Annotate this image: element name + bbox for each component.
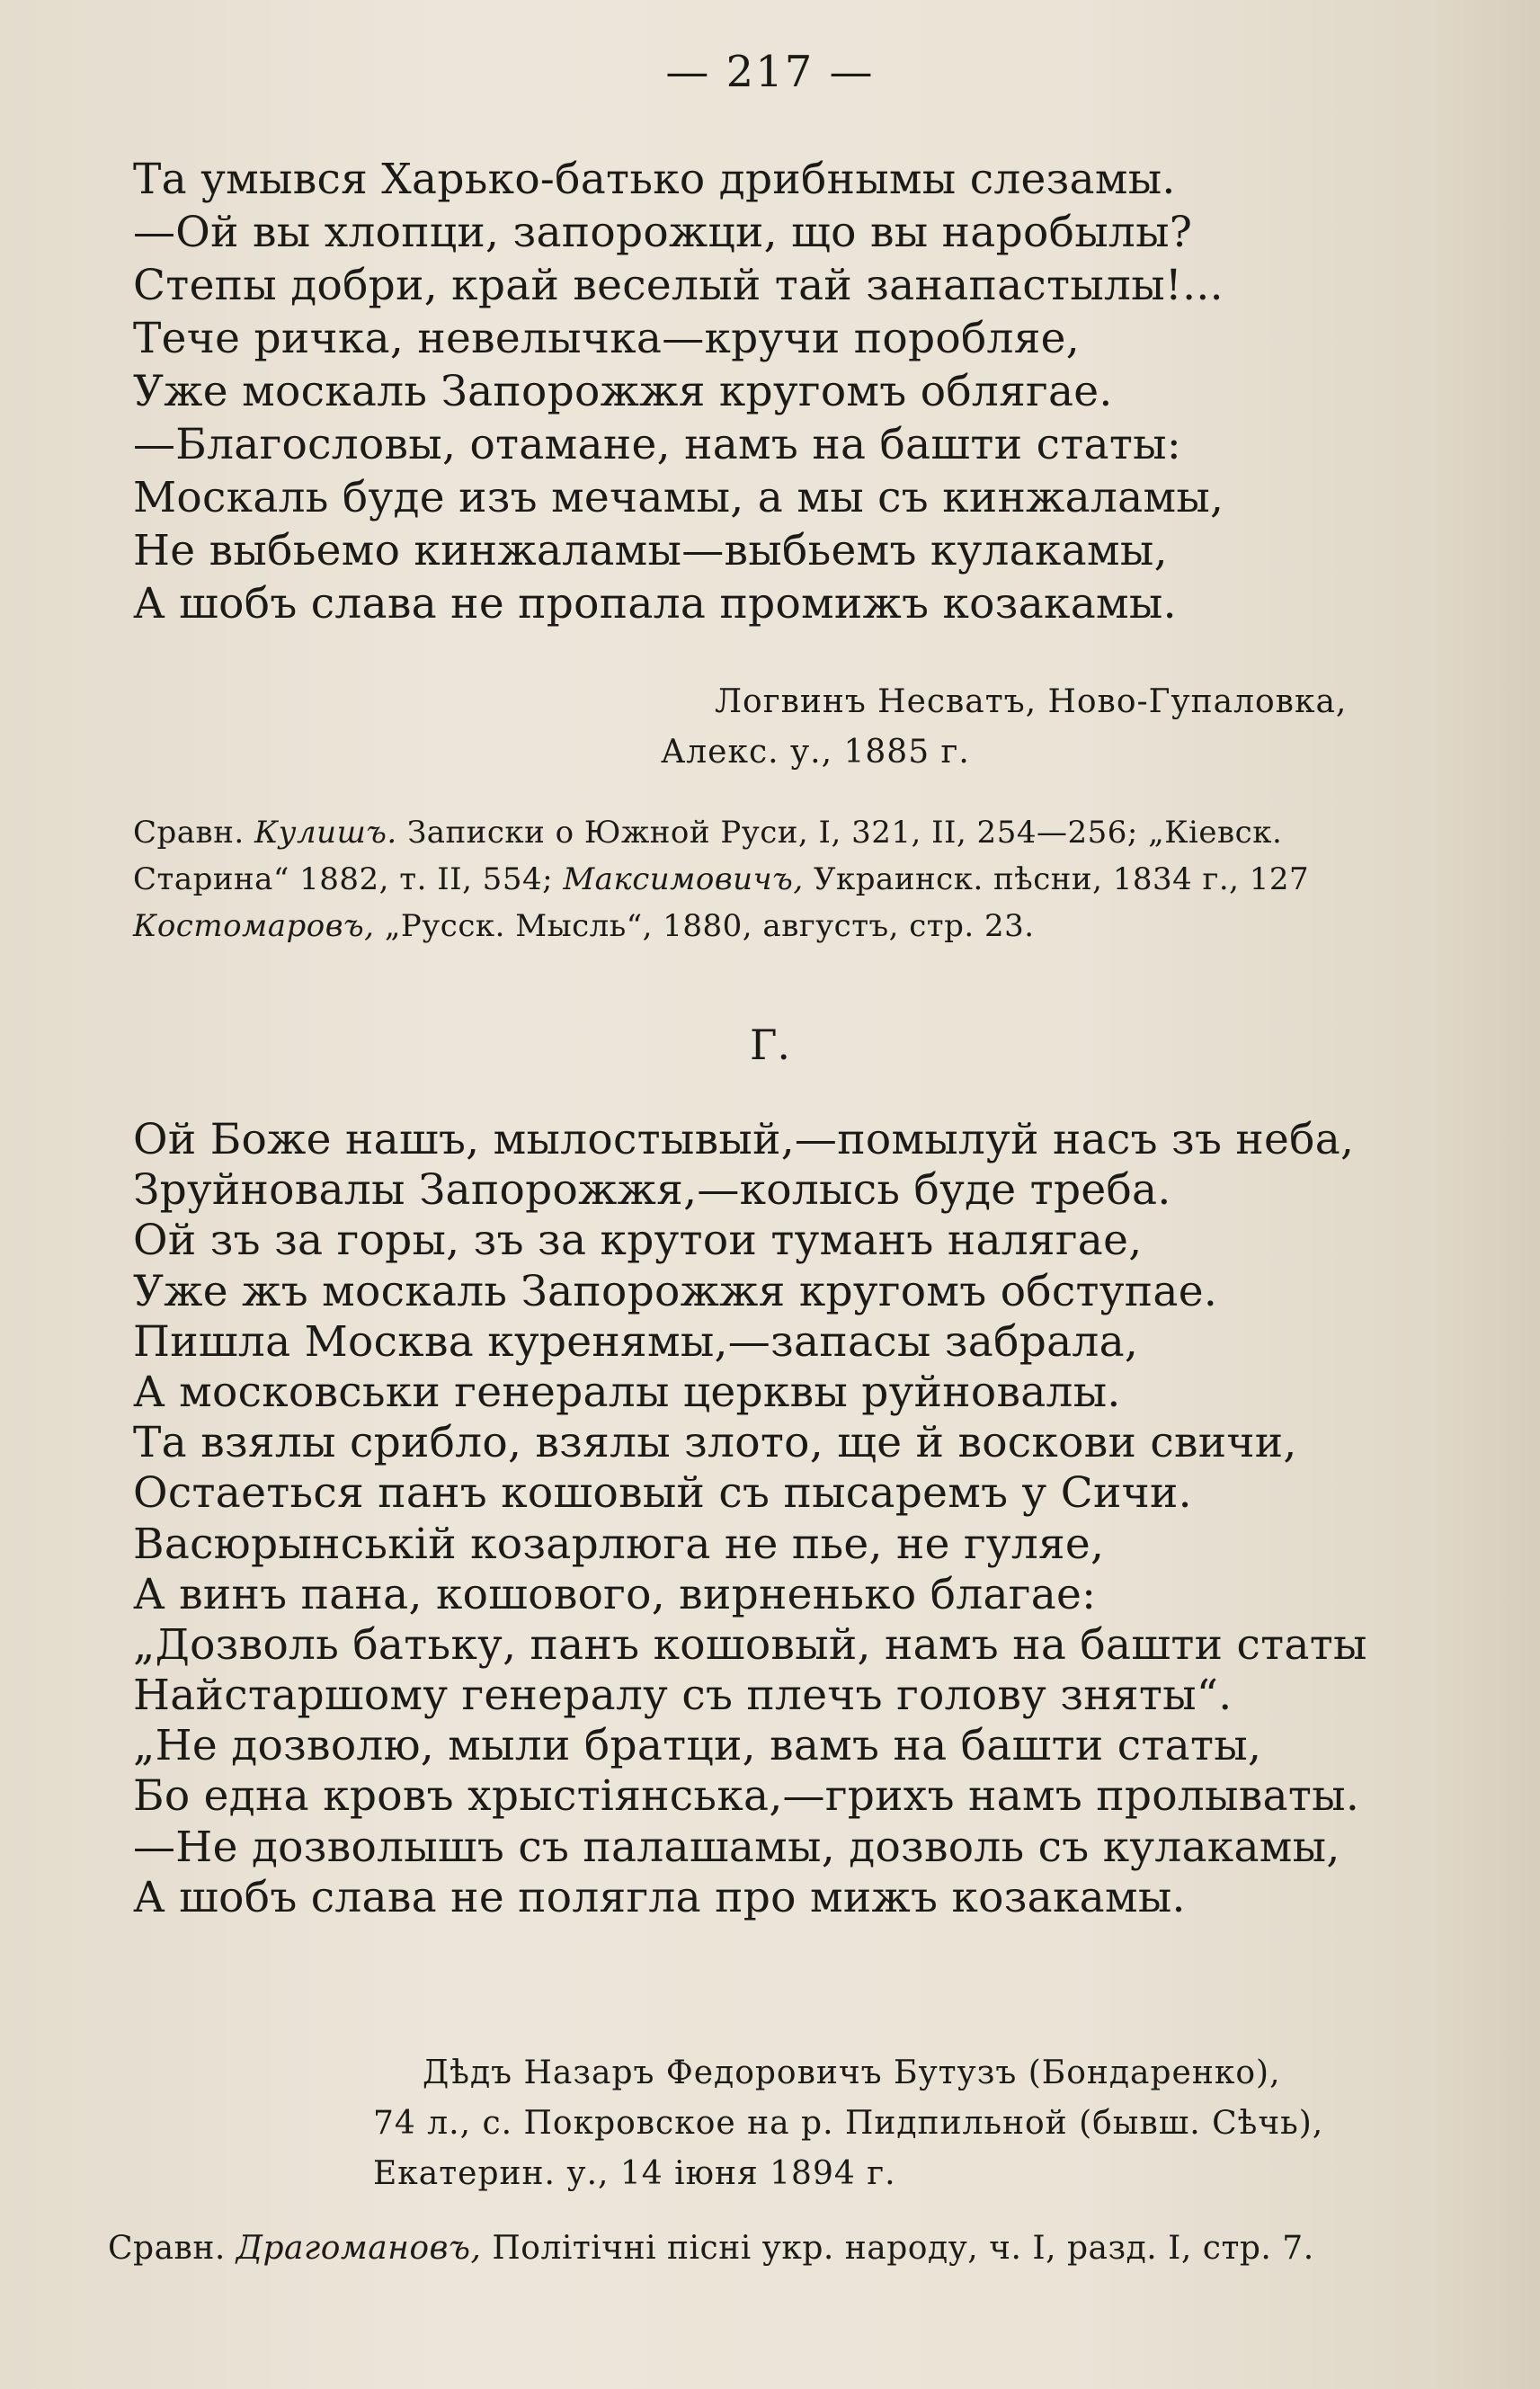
comparison-text: Украинск. пѣсни, 1834 г., 127 bbox=[813, 861, 1310, 897]
poem-line: Не выбьемо кинжаламы—выбьемъ кулакамы, bbox=[133, 526, 1168, 575]
comparison-text: „Русск. Мысль“, 1880, августъ, стр. 23. bbox=[384, 908, 1035, 944]
attribution-1-place: Алекс. у., 1885 г. bbox=[661, 734, 970, 771]
poem-line: Москаль буде изъ мечамы, а мы съ кинжаламы, bbox=[133, 473, 1224, 522]
poem-line: —Ой вы хлопци, запорожци, що вы наробылы? bbox=[133, 208, 1193, 257]
poem-line: А шобъ слава не полягла про мижъ козакамы. bbox=[133, 1872, 1186, 1922]
attribution-1-name: Логвинъ Несватъ, Ново-Гупаловка, bbox=[715, 683, 1348, 720]
comparison-author: Драгомановъ, bbox=[236, 2230, 482, 2267]
poem-stanza-1 bbox=[133, 153, 1446, 630]
poem-line: Ой Боже нашъ, мылостывый,—помылуй насъ зъ неба, bbox=[133, 1115, 1355, 1164]
comparison-note-2 bbox=[108, 2230, 1474, 2267]
comparison-text: Політічні пісні укр. народу, ч. I, разд. I, стр. 7. bbox=[492, 2230, 1314, 2267]
comparison-author: Кулишъ. bbox=[254, 815, 397, 851]
poem-line: Степы добри, край веселый тай занапастылы!... bbox=[133, 261, 1224, 310]
poem-line: Бо една кровъ хрыстіянська,—грихъ намъ пролываты. bbox=[133, 1771, 1360, 1822]
poem-line: Уже жъ москаль Запорожжя кругомъ обступае. bbox=[133, 1266, 1218, 1316]
poem-line: Ой зъ за горы, зъ за крутои туманъ налягае, bbox=[133, 1216, 1143, 1266]
poem-stanza-2 bbox=[133, 1115, 1446, 1923]
poem-line: Найстаршому генералу съ плечъ голову зняты“. bbox=[133, 1671, 1233, 1721]
poem-line: А московськи генералы церквы руйновалы. bbox=[133, 1367, 1121, 1417]
comparison-prefix: Сравн. bbox=[108, 2230, 226, 2267]
poem-line: Зруйновалы Запорожжя,—колысь буде треба. bbox=[133, 1165, 1171, 1216]
poem-line: А шобъ слава не пропала промижъ козакамы. bbox=[133, 579, 1177, 628]
comparison-text: Записки о Южной Руси, I, 321, II, 254—256; „Кіевск. Старина“ 1882, т. II, 554; bbox=[133, 815, 1283, 897]
poem-line: Та взялы срибло, взялы злото, ще й воскови свичи, bbox=[133, 1418, 1297, 1468]
poem-line: Васюрынській козарлюга не пье, не гуляе, bbox=[133, 1519, 1105, 1569]
attribution-2-date: Екатерин. у., 14 іюня 1894 г. bbox=[373, 2155, 896, 2192]
poem-line: Уже москаль Запорожжя кругомъ облягае. bbox=[133, 367, 1113, 416]
comparison-note-1 bbox=[133, 809, 1428, 949]
comparison-prefix: Сравн. bbox=[133, 815, 245, 851]
poem-line: Та умывся Харько-батько дрибнымы слезамы. bbox=[133, 155, 1176, 204]
poem-line: Остаеться панъ кошовый съ пысаремъ у Сичи. bbox=[133, 1468, 1192, 1519]
poem-line: „Не дозволю, мыли братци, вамъ на башти статы, bbox=[133, 1721, 1262, 1771]
section-heading: Г. bbox=[749, 1021, 791, 1069]
poem-line: Тече ричка, невелычка—кручи поробляе, bbox=[133, 314, 1081, 363]
poem-line: А винъ пана, кошового, вирненько благае: bbox=[133, 1569, 1097, 1619]
poem-line: —Не дозволышъ съ палашамы, дозволь съ кулакамы, bbox=[133, 1822, 1340, 1872]
poem-line: Пишла Москва куренямы,—запасы забрала, bbox=[133, 1316, 1139, 1367]
attribution-2-place: 74 л., с. Покровское на р. Пидпильной (бывш. Сѣчь), bbox=[373, 2105, 1324, 2142]
page-edge-shadow bbox=[1432, 0, 1540, 2389]
page-number: — 217 — bbox=[665, 47, 875, 97]
comparison-author: Максимовичъ, bbox=[563, 861, 804, 897]
poem-line: „Дозволь батьку, панъ кошовый, намъ на башти статы bbox=[133, 1619, 1367, 1670]
poem-line: —Благословы, отамане, намъ на башти статы: bbox=[133, 420, 1181, 469]
attribution-2-name: Дѣдъ Назаръ Федоровичъ Бутузъ (Бондаренко), bbox=[423, 2055, 1281, 2091]
comparison-author: Костомаровъ, bbox=[133, 908, 375, 944]
